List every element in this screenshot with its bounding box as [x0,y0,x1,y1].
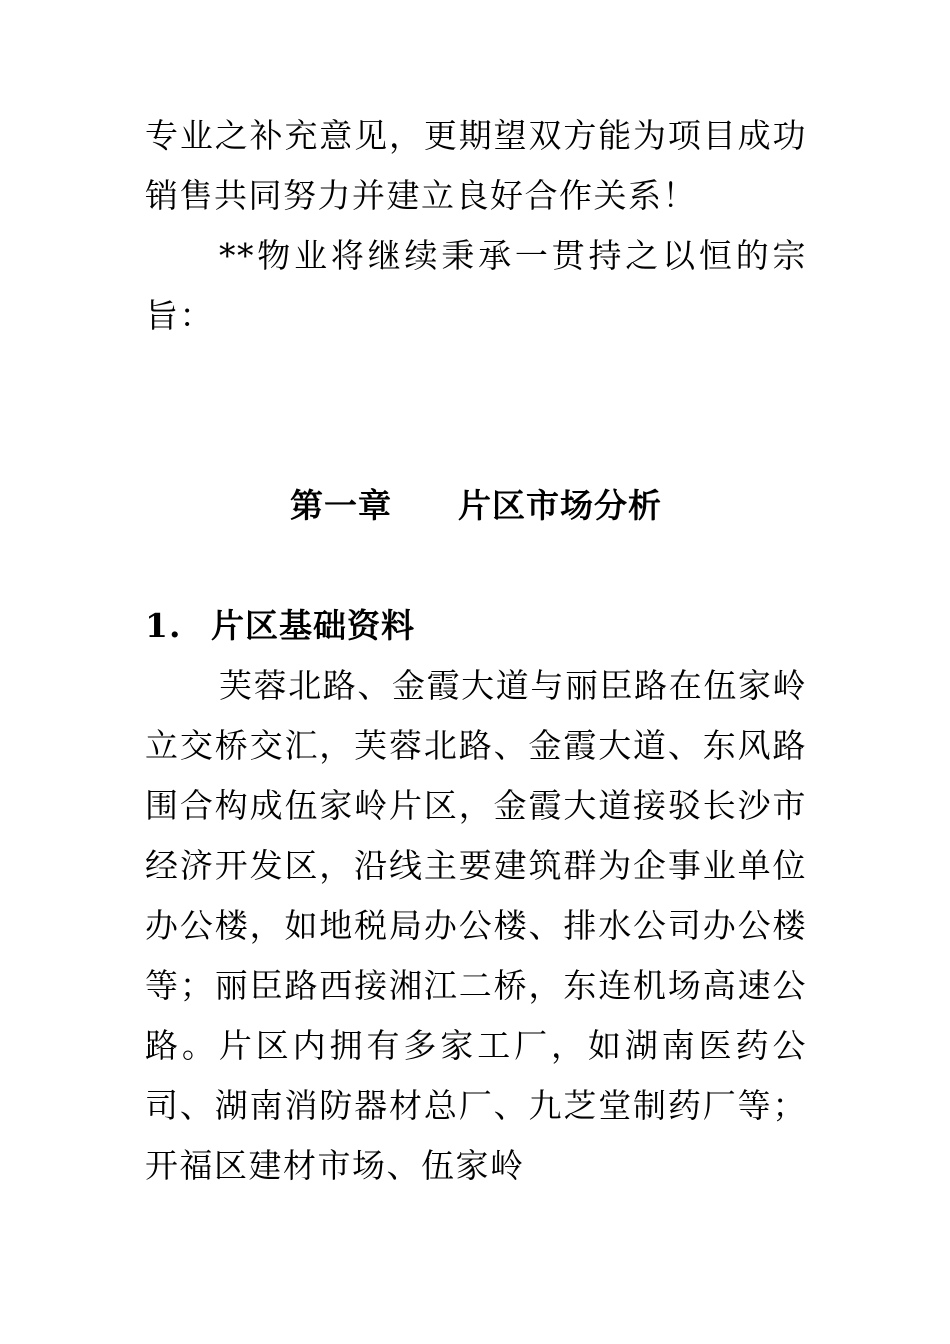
spacer [145,346,807,476]
section-number: 1. [145,606,182,645]
chapter-number: 第一章 [290,486,392,525]
paragraph-purpose: **物业将继续秉承一贯持之以恒的宗旨： [145,236,807,335]
section-title: 片区基础资料 [211,606,415,645]
section-heading [145,596,807,656]
chapter-title: 片区市场分析 [458,486,662,525]
paragraph-body: 芙蓉北路、金霞大道与丽臣路在伍家岭立交桥交汇，芙蓉北路、金霞大道、东风路围合构成伍家岭片区，金霞大道接驳长沙市经济开发区，沿线主要建筑群为企事业单位办公楼，如地税局办公楼、排水公司办公楼等；丽臣路西接湘江二桥，东连机场高速公路。片区内拥有多家工厂，如湖南医药公司、湖南消防器材总厂、九芝堂制药厂等；开福区建材市场、伍家岭 [145,666,807,1185]
spacer [145,536,807,596]
chapter-heading [145,476,807,536]
document-page [145,106,807,1196]
paragraph-intro-end: 专业之补充意见，更期望双方能为项目成功销售共同努力并建立良好合作关系！ [145,116,807,215]
